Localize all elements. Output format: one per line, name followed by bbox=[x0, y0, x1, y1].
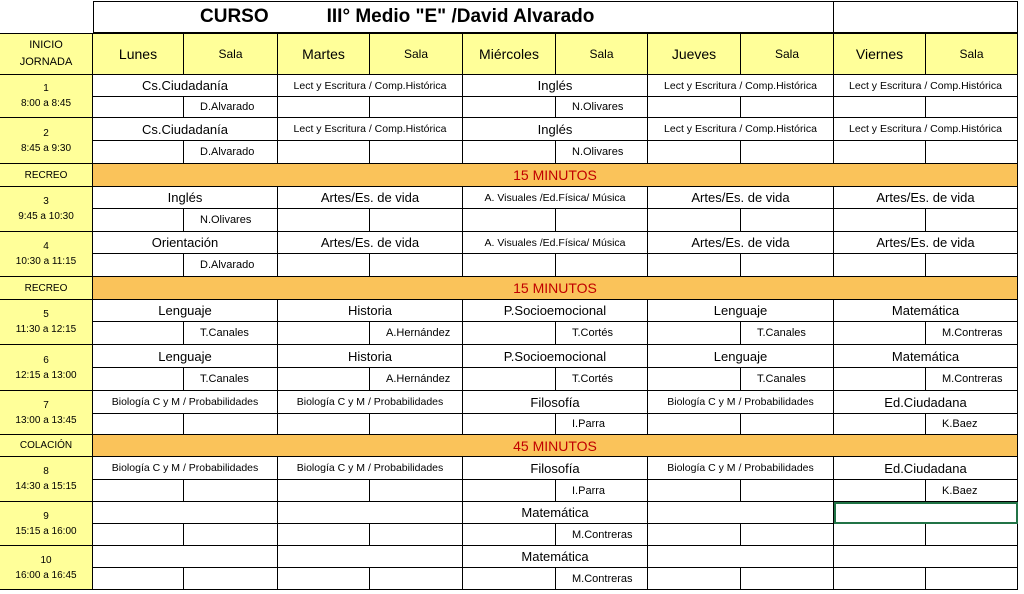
empty-cell[interactable] bbox=[93, 480, 184, 502]
subject-cell[interactable]: Biología C y M / Probabilidades bbox=[93, 457, 278, 480]
subject-cell[interactable] bbox=[648, 502, 834, 524]
empty-cell[interactable] bbox=[463, 97, 556, 118]
empty-cell[interactable] bbox=[278, 141, 370, 164]
block-time: 8:00 a 8:45 bbox=[20, 98, 72, 109]
empty-cell[interactable] bbox=[834, 480, 926, 502]
subject-cell[interactable] bbox=[93, 546, 278, 568]
empty-cell[interactable] bbox=[648, 209, 741, 232]
time-slot[interactable] bbox=[0, 546, 93, 590]
subject-cell[interactable]: P.Socioemocional bbox=[463, 345, 648, 368]
teacher-cell[interactable] bbox=[741, 209, 834, 232]
teacher-cell[interactable] bbox=[741, 524, 834, 546]
teacher-cell[interactable]: M.Contreras bbox=[926, 368, 1018, 391]
subject-cell[interactable]: Orientación bbox=[93, 232, 278, 254]
empty-cell[interactable] bbox=[278, 322, 370, 345]
teacher-cell[interactable] bbox=[184, 414, 278, 435]
subject-cell[interactable]: Biología C y M / Probabilidades bbox=[278, 457, 463, 480]
subject-cell[interactable]: Lect y Escritura / Comp.Histórica bbox=[648, 75, 834, 97]
subject-cell[interactable]: A. Visuales /Ed.Física/ Música bbox=[463, 232, 648, 254]
empty-cell[interactable] bbox=[834, 524, 926, 546]
block-number: 8 bbox=[43, 466, 49, 477]
teacher-cell[interactable]: N.Olivares bbox=[556, 141, 648, 164]
subject-cell[interactable]: Matemática bbox=[463, 546, 648, 568]
subject-cell[interactable]: Ed.Ciudadana bbox=[834, 457, 1018, 480]
teacher-cell[interactable]: T.Cortés bbox=[556, 322, 648, 345]
teacher-cell[interactable] bbox=[741, 568, 834, 590]
teacher-cell[interactable]: D.Alvarado bbox=[184, 141, 278, 164]
inicio-label: INICIO bbox=[29, 39, 63, 51]
empty-cell[interactable] bbox=[93, 368, 184, 391]
subject-cell[interactable]: Lenguaje bbox=[93, 345, 278, 368]
teacher-cell[interactable]: I.Parra bbox=[556, 480, 648, 502]
subject-cell[interactable]: Lenguaje bbox=[93, 300, 278, 322]
subject-cell[interactable] bbox=[278, 502, 463, 524]
header-day[interactable]: Jueves bbox=[648, 33, 741, 75]
subject-cell[interactable]: Historia bbox=[278, 345, 463, 368]
block-time: 15:15 a 16:00 bbox=[15, 525, 77, 537]
empty-cell[interactable] bbox=[834, 414, 926, 435]
block-time: 10:30 a 11:15 bbox=[15, 256, 77, 267]
teacher-cell[interactable] bbox=[370, 414, 463, 435]
teacher-cell[interactable]: D.Alvarado bbox=[184, 254, 278, 277]
empty-cell[interactable] bbox=[278, 97, 370, 118]
teacher-cell[interactable] bbox=[556, 254, 648, 277]
subject-cell[interactable]: Lenguaje bbox=[648, 300, 834, 322]
teacher-cell[interactable] bbox=[184, 524, 278, 546]
empty-cell[interactable] bbox=[463, 414, 556, 435]
teacher-cell[interactable]: M.Contreras bbox=[926, 322, 1018, 345]
block-time: 9:45 a 10:30 bbox=[18, 211, 74, 222]
empty-cell[interactable] bbox=[93, 141, 184, 164]
subject-cell[interactable]: Artes/Es. de vida bbox=[648, 187, 834, 209]
empty-cell[interactable] bbox=[648, 568, 741, 590]
block-number: 2 bbox=[43, 127, 49, 139]
teacher-cell[interactable] bbox=[741, 254, 834, 277]
block-time: 13:00 a 13:45 bbox=[15, 414, 77, 426]
time-slot[interactable] bbox=[0, 75, 93, 118]
teacher-cell[interactable] bbox=[741, 97, 834, 118]
subject-cell[interactable]: A. Visuales /Ed.Física/ Música bbox=[463, 187, 648, 209]
subject-cell[interactable]: Artes/Es. de vida bbox=[834, 187, 1018, 209]
empty-cell[interactable] bbox=[834, 368, 926, 391]
empty-cell[interactable] bbox=[648, 414, 741, 435]
empty-cell[interactable] bbox=[278, 480, 370, 502]
subject-cell[interactable]: Cs.Ciudadanía bbox=[93, 118, 278, 141]
header-sala[interactable]: Sala bbox=[370, 33, 463, 75]
header-day[interactable]: Miércoles bbox=[463, 33, 556, 75]
subject-cell[interactable]: Lect y Escritura / Comp.Histórica bbox=[648, 118, 834, 141]
subject-cell[interactable]: Inglés bbox=[463, 118, 648, 141]
header-day[interactable]: Viernes bbox=[834, 33, 926, 75]
teacher-cell[interactable]: T.Cortés bbox=[556, 368, 648, 391]
empty-cell[interactable] bbox=[463, 141, 556, 164]
time-slot[interactable] bbox=[0, 502, 93, 546]
empty-cell[interactable] bbox=[834, 97, 926, 118]
subject-cell[interactable]: Biología C y M / Probabilidades bbox=[648, 457, 834, 480]
empty-cell[interactable] bbox=[93, 322, 184, 345]
block-number: 1 bbox=[43, 83, 49, 94]
empty-cell[interactable] bbox=[834, 322, 926, 345]
empty-cell[interactable] bbox=[648, 141, 741, 164]
teacher-cell[interactable] bbox=[370, 254, 463, 277]
time-slot[interactable] bbox=[0, 232, 93, 277]
course-title: III° Medio "E" /David Alvarado bbox=[326, 6, 595, 27]
subject-cell[interactable]: Cs.Ciudadanía bbox=[93, 75, 278, 97]
subject-cell[interactable]: Biología C y M / Probabilidades bbox=[648, 391, 834, 414]
block-number: 6 bbox=[43, 354, 49, 366]
empty-cell[interactable] bbox=[463, 322, 556, 345]
teacher-cell[interactable] bbox=[741, 480, 834, 502]
empty-cell[interactable] bbox=[834, 209, 926, 232]
teacher-cell[interactable] bbox=[370, 209, 463, 232]
teacher-cell[interactable]: N.Olivares bbox=[184, 209, 278, 232]
empty-cell[interactable] bbox=[648, 97, 741, 118]
empty-cell[interactable] bbox=[463, 524, 556, 546]
break-label[interactable]: RECREO bbox=[0, 164, 93, 187]
teacher-cell[interactable]: D.Alvarado bbox=[184, 97, 278, 118]
block-number: 7 bbox=[43, 399, 49, 411]
subject-cell[interactable]: Artes/Es. de vida bbox=[278, 187, 463, 209]
teacher-cell[interactable]: A.Hernández bbox=[370, 322, 463, 345]
header-sala[interactable]: Sala bbox=[184, 33, 278, 75]
subject-cell[interactable] bbox=[834, 546, 1018, 568]
teacher-cell[interactable] bbox=[370, 524, 463, 546]
curso-label: CURSO bbox=[200, 6, 269, 27]
empty-cell[interactable] bbox=[278, 254, 370, 277]
empty-cell[interactable] bbox=[278, 414, 370, 435]
break-duration[interactable]: 45 MINUTOS bbox=[93, 435, 1018, 457]
empty-cell[interactable] bbox=[93, 209, 184, 232]
subject-cell[interactable]: Lenguaje bbox=[648, 345, 834, 368]
empty-cell[interactable] bbox=[93, 97, 184, 118]
subject-cell[interactable]: Artes/Es. de vida bbox=[278, 232, 463, 254]
header-sala[interactable]: Sala bbox=[556, 33, 648, 75]
selected-cell[interactable] bbox=[834, 502, 1018, 524]
empty-cell[interactable] bbox=[93, 254, 184, 277]
teacher-cell[interactable] bbox=[370, 568, 463, 590]
teacher-cell[interactable]: N.Olivares bbox=[556, 97, 648, 118]
subject-cell[interactable]: Matemática bbox=[463, 502, 648, 524]
teacher-cell[interactable] bbox=[556, 209, 648, 232]
subject-cell[interactable] bbox=[278, 546, 463, 568]
header-inicio-jornada[interactable] bbox=[0, 33, 93, 75]
teacher-cell[interactable]: T.Canales bbox=[184, 322, 278, 345]
subject-cell[interactable]: Ed.Ciudadana bbox=[834, 391, 1018, 414]
subject-cell[interactable]: Lect y Escritura / Comp.Histórica bbox=[834, 75, 1018, 97]
empty-cell[interactable] bbox=[648, 322, 741, 345]
teacher-cell[interactable] bbox=[926, 568, 1018, 590]
time-slot[interactable] bbox=[0, 118, 93, 164]
empty-cell[interactable] bbox=[463, 254, 556, 277]
break-duration[interactable]: 15 MINUTOS bbox=[93, 277, 1018, 300]
header-sala[interactable]: Sala bbox=[926, 33, 1018, 75]
subject-cell[interactable]: Inglés bbox=[463, 75, 648, 97]
subject-cell[interactable]: Historia bbox=[278, 300, 463, 322]
block-number: 3 bbox=[43, 196, 49, 207]
empty-cell[interactable] bbox=[834, 568, 926, 590]
teacher-cell[interactable]: T.Canales bbox=[184, 368, 278, 391]
time-slot[interactable] bbox=[0, 300, 93, 345]
teacher-cell[interactable] bbox=[741, 414, 834, 435]
teacher-cell[interactable]: K.Baez bbox=[926, 414, 1018, 435]
empty-cell[interactable] bbox=[648, 524, 741, 546]
subject-cell[interactable] bbox=[93, 502, 278, 524]
teacher-cell[interactable] bbox=[370, 141, 463, 164]
subject-cell[interactable]: Lect y Escritura / Comp.Histórica bbox=[834, 118, 1018, 141]
empty-cell[interactable] bbox=[648, 368, 741, 391]
empty-cell[interactable] bbox=[278, 209, 370, 232]
block-time: 12:15 a 13:00 bbox=[15, 369, 77, 381]
empty-cell[interactable] bbox=[93, 524, 184, 546]
empty-cell[interactable] bbox=[648, 254, 741, 277]
subject-cell[interactable]: Artes/Es. de vida bbox=[648, 232, 834, 254]
teacher-cell[interactable]: T.Canales bbox=[741, 322, 834, 345]
subject-cell[interactable]: Filosofía bbox=[463, 391, 648, 414]
subject-cell[interactable]: Matemática bbox=[834, 300, 1018, 322]
break-label[interactable]: COLACIÓN bbox=[0, 435, 93, 457]
header-day[interactable]: Martes bbox=[278, 33, 370, 75]
teacher-cell[interactable] bbox=[184, 568, 278, 590]
empty-cell[interactable] bbox=[834, 141, 926, 164]
teacher-cell[interactable] bbox=[926, 141, 1018, 164]
teacher-cell[interactable] bbox=[926, 524, 1018, 546]
teacher-cell[interactable]: I.Parra bbox=[556, 414, 648, 435]
block-number: 5 bbox=[43, 309, 49, 320]
subject-cell[interactable]: Inglés bbox=[93, 187, 278, 209]
teacher-cell[interactable] bbox=[741, 141, 834, 164]
teacher-cell[interactable] bbox=[926, 254, 1018, 277]
time-slot[interactable] bbox=[0, 187, 93, 232]
empty-cell[interactable] bbox=[463, 568, 556, 590]
empty-cell[interactable] bbox=[463, 209, 556, 232]
jornada-label: JORNADA bbox=[19, 56, 73, 68]
subject-cell[interactable]: P.Socioemocional bbox=[463, 300, 648, 322]
block-number: 10 bbox=[40, 554, 52, 566]
empty-cell[interactable] bbox=[278, 524, 370, 546]
break-duration[interactable]: 15 MINUTOS bbox=[93, 164, 1018, 187]
subject-cell[interactable]: Matemática bbox=[834, 345, 1018, 368]
title-empty[interactable] bbox=[834, 1, 1018, 33]
time-slot[interactable] bbox=[0, 391, 93, 435]
empty-cell[interactable] bbox=[463, 368, 556, 391]
block-time: 14:30 a 15:15 bbox=[15, 481, 77, 492]
break-label[interactable]: RECREO bbox=[0, 277, 93, 300]
empty-cell[interactable] bbox=[648, 480, 741, 502]
header-sala[interactable]: Sala bbox=[741, 33, 834, 75]
teacher-cell[interactable] bbox=[184, 480, 278, 502]
subject-cell[interactable]: Lect y Escritura / Comp.Histórica bbox=[278, 118, 463, 141]
teacher-cell[interactable] bbox=[926, 209, 1018, 232]
subject-cell[interactable]: Biología C y M / Probabilidades bbox=[278, 391, 463, 414]
block-time: 11:30 a 12:15 bbox=[15, 324, 77, 335]
header-day[interactable]: Lunes bbox=[93, 33, 184, 75]
block-time: 8:45 a 9:30 bbox=[20, 142, 72, 154]
teacher-cell[interactable]: K.Baez bbox=[926, 480, 1018, 502]
teacher-cell[interactable]: A.Hernández bbox=[370, 368, 463, 391]
empty-cell[interactable] bbox=[93, 568, 184, 590]
empty-cell[interactable] bbox=[278, 368, 370, 391]
time-slot[interactable] bbox=[0, 457, 93, 502]
empty-cell[interactable] bbox=[93, 414, 184, 435]
teacher-cell[interactable] bbox=[370, 480, 463, 502]
teacher-cell[interactable] bbox=[926, 97, 1018, 118]
teacher-cell[interactable]: M.Contreras bbox=[556, 524, 648, 546]
subject-cell[interactable] bbox=[648, 546, 834, 568]
subject-cell[interactable]: Filosofía bbox=[463, 457, 648, 480]
empty-cell[interactable] bbox=[834, 254, 926, 277]
empty-cell[interactable] bbox=[463, 480, 556, 502]
time-slot[interactable] bbox=[0, 345, 93, 391]
subject-cell[interactable]: Biología C y M / Probabilidades bbox=[93, 391, 278, 414]
block-time: 16:00 a 16:45 bbox=[15, 569, 77, 581]
title-bar[interactable] bbox=[93, 1, 834, 33]
block-number: 4 bbox=[43, 241, 49, 252]
empty-cell[interactable] bbox=[278, 568, 370, 590]
teacher-cell[interactable] bbox=[370, 97, 463, 118]
subject-cell[interactable]: Artes/Es. de vida bbox=[834, 232, 1018, 254]
block-number: 9 bbox=[43, 510, 49, 522]
teacher-cell[interactable]: M.Contreras bbox=[556, 568, 648, 590]
teacher-cell[interactable]: T.Canales bbox=[741, 368, 834, 391]
subject-cell[interactable]: Lect y Escritura / Comp.Histórica bbox=[278, 75, 463, 97]
